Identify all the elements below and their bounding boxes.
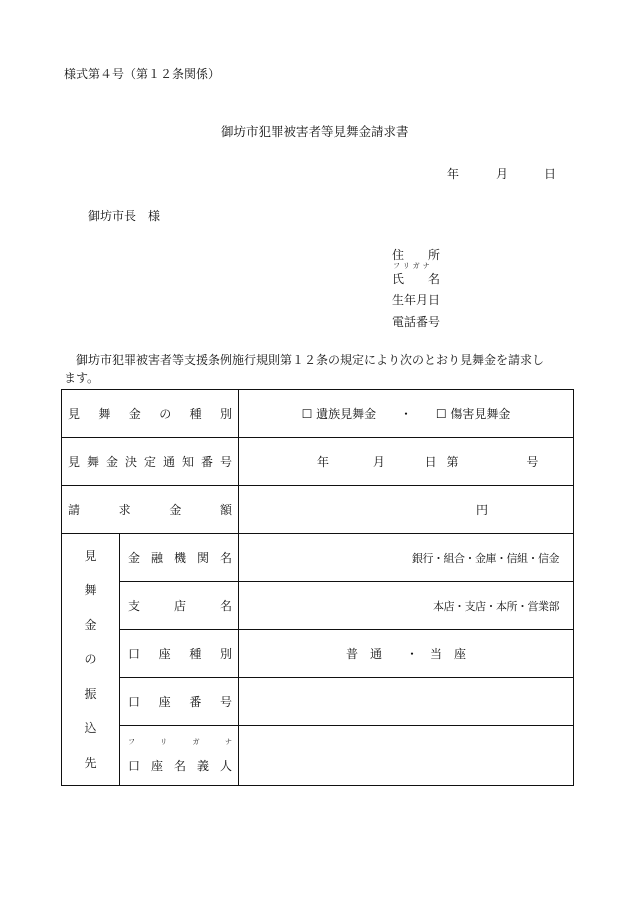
notice-day: 日	[424, 455, 437, 469]
transfer-char-7: 先	[84, 755, 97, 770]
row-notice	[62, 438, 574, 486]
row-kind	[62, 390, 574, 438]
form-number: 様式第４号（第１２条関係）	[64, 67, 221, 81]
notice-label: 見舞金決定通知番号	[62, 438, 239, 486]
transfer-char-4: の	[84, 652, 97, 667]
phone-label: 電話番号	[392, 315, 441, 329]
transfer-char-5: 振	[84, 686, 97, 701]
row-account-number	[62, 678, 574, 726]
date-day: 日	[544, 167, 557, 181]
bank-label: 金融機関名	[120, 534, 239, 582]
branch-type-options: 本店・支店・本所・営業部	[433, 599, 560, 613]
row-branch	[62, 582, 574, 630]
notice-year: 年	[317, 455, 330, 469]
row-account-type	[62, 630, 574, 678]
row-amount	[62, 486, 574, 534]
kind-label: 見舞金の種別	[62, 390, 239, 438]
document-title: 御坊市犯罪被害者等見舞金請求書	[221, 124, 409, 139]
name-furigana: フリガナ	[393, 262, 433, 270]
account-number-label: 口座番号	[120, 678, 239, 726]
bank-field[interactable]	[239, 534, 574, 582]
notice-go: 号	[526, 455, 539, 469]
row-account-holder	[62, 726, 574, 786]
holder-label-cell	[120, 726, 239, 786]
account-holder-field[interactable]	[239, 726, 574, 786]
injury-option[interactable]: ☐ 傷害見舞金	[435, 407, 511, 421]
notice-dai: 第	[446, 455, 459, 469]
transfer-char-2: 舞	[84, 583, 97, 598]
amount-label: 請求金額	[62, 486, 239, 534]
holder-furigana: フリガナ	[128, 738, 233, 746]
birthdate-label: 生年月日	[392, 293, 441, 307]
date-month: 月	[496, 167, 509, 181]
amount-field[interactable]	[239, 486, 574, 534]
addressee: 御坊市長 様	[88, 209, 161, 223]
notice-month: 月	[372, 455, 385, 469]
transfer-char-6: 込	[84, 721, 97, 736]
amount-unit: 円	[476, 503, 489, 517]
holder-label: 口座名義人	[128, 759, 233, 773]
transfer-char-3: 金	[84, 617, 97, 632]
intro-line-2: ます。	[64, 371, 100, 385]
row-bank	[62, 534, 574, 582]
bereaved-option[interactable]: ☐ 遺族見舞金	[301, 407, 377, 421]
notice-number-field[interactable]	[239, 438, 574, 486]
branch-label: 支店名	[120, 582, 239, 630]
account-type-field[interactable]	[239, 630, 574, 678]
address-label: 住 所	[392, 248, 441, 262]
transfer-char-1: 見	[84, 548, 97, 563]
kind-options[interactable]	[239, 390, 574, 438]
request-table	[61, 389, 574, 786]
date-year: 年	[447, 167, 460, 181]
intro-line-1: 御坊市犯罪被害者等支援条例施行規則第１２条の規定により次のとおり見舞金を請求し	[76, 353, 545, 367]
account-type-options: 普 通 ・ 当 座	[346, 647, 467, 661]
account-number-field[interactable]	[239, 678, 574, 726]
bank-type-options: 銀行・組合・金庫・信組・信金	[412, 551, 560, 565]
account-type-label: 口座種別	[120, 630, 239, 678]
branch-field[interactable]	[239, 582, 574, 630]
name-label: 氏 名	[392, 272, 441, 286]
transfer-group-label	[62, 534, 120, 786]
kind-separator: ・	[400, 407, 413, 421]
